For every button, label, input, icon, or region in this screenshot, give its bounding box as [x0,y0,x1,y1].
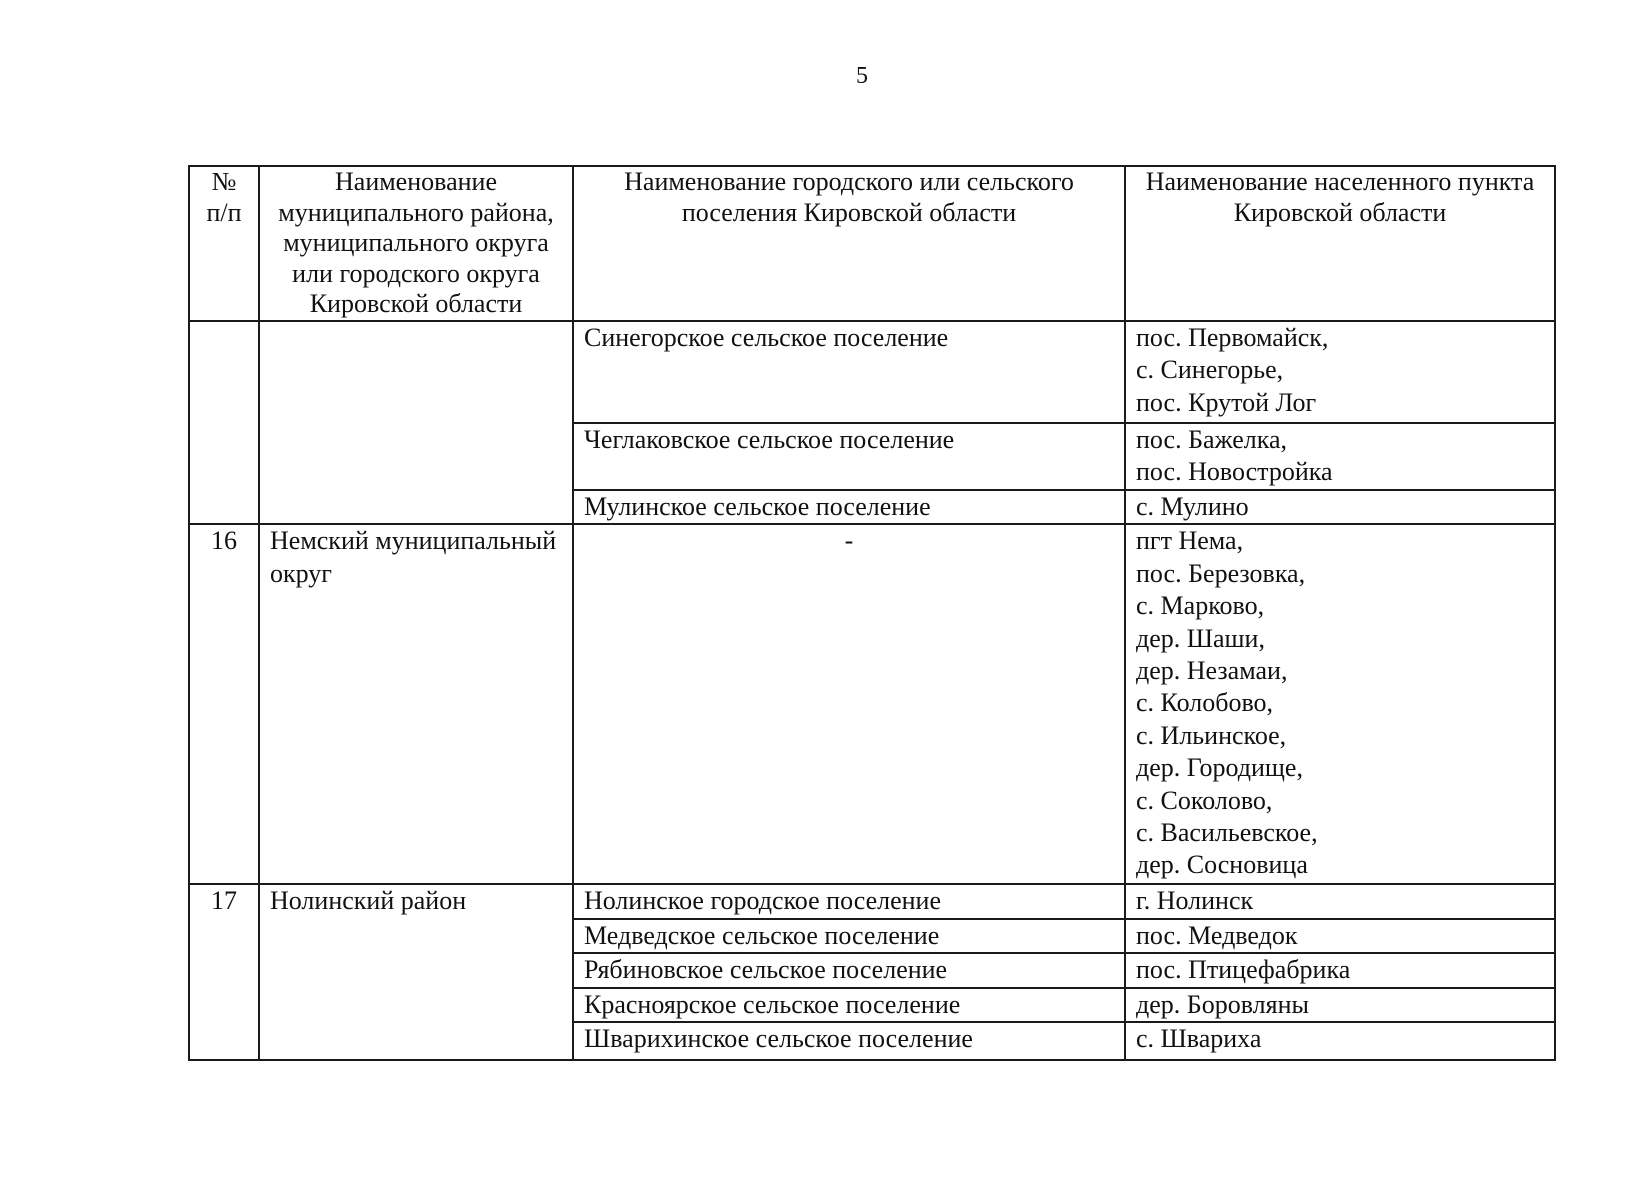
locality-item: с. Васильевское, [1136,818,1318,848]
locality-item: дер. Городище, [1136,753,1303,783]
settlement-cell: - [573,524,1125,884]
table-row [189,321,1555,423]
locality-cell [1125,1022,1555,1060]
locality-cell [1125,953,1555,987]
header-district: Наименование муниципального района, муниципального округа или городского округа Кировской области [259,166,573,321]
table-header-row [189,166,1555,321]
locality-item: дер. Шаши, [1136,623,1265,653]
locality-item: с. Швариха [1136,1024,1262,1053]
locality-item: с. Мулино [1136,491,1249,521]
settlement-cell: Чеглаковское сельское поселение [573,423,1125,490]
header-settlement: Наименование городского или сельского поселения Кировской области [573,166,1125,321]
locality-item: г. Нолинск [1136,886,1254,916]
settlement-cell: Синегорское сельское поселение [573,321,1125,423]
district-cell: Нолинский район [259,884,573,1060]
table-row [189,884,1555,918]
locality-item: дер. Сосновица [1136,850,1308,880]
row-number: 16 [189,524,259,884]
locality-item: с. Ильинское, [1136,720,1287,750]
table-row [189,524,1555,884]
row-number [189,321,259,524]
locality-cell [1125,524,1555,884]
locality-item: пос. Крутой Лог [1136,387,1317,417]
row-number: 17 [189,884,259,1060]
locality-item: дер. Незамаи, [1136,656,1288,685]
locality-item: пос. Березовка, [1136,558,1306,588]
locality-item: с. Соколово, [1136,785,1273,815]
locality-item: с. Колобово, [1136,688,1274,718]
locality-item: пгт Нема, [1136,526,1244,556]
locality-cell [1125,919,1555,953]
settlement-cell: Нолинское городское поселение [573,884,1125,918]
page-number: 5 [856,63,868,89]
locality-item: дер. Боровляны [1136,989,1309,1019]
locality-cell [1125,988,1555,1022]
header-number: № п/п [189,166,259,321]
settlement-cell: Шварихинское сельское поселение [573,1022,1125,1060]
settlement-cell: Медведское сельское поселение [573,919,1125,953]
locality-item: пос. Первомайск, [1136,322,1329,352]
locality-cell [1125,884,1555,918]
district-cell: Немский муниципальный округ [259,524,573,884]
settlement-cell: Красноярское сельское поселение [573,988,1125,1022]
locality-cell [1125,321,1555,423]
locality-item: с. Марково, [1136,591,1265,621]
locality-item: с. Синегорье, [1136,355,1284,385]
district-cell [259,321,573,524]
header-locality: Наименование населенного пункта Кировской области [1125,166,1555,321]
locality-cell [1125,423,1555,490]
locality-cell [1125,490,1555,524]
locality-item: пос. Птицефабрика [1136,955,1351,985]
settlement-cell: Рябиновское сельское поселение [573,953,1125,987]
locality-item: пос. Медведок [1136,920,1298,950]
locality-item: пос. Новостройка [1136,457,1333,487]
settlement-cell: Мулинское сельское поселение [573,490,1125,524]
locality-item: пос. Бажелка, [1136,424,1287,454]
settlements-table [188,165,1556,1061]
